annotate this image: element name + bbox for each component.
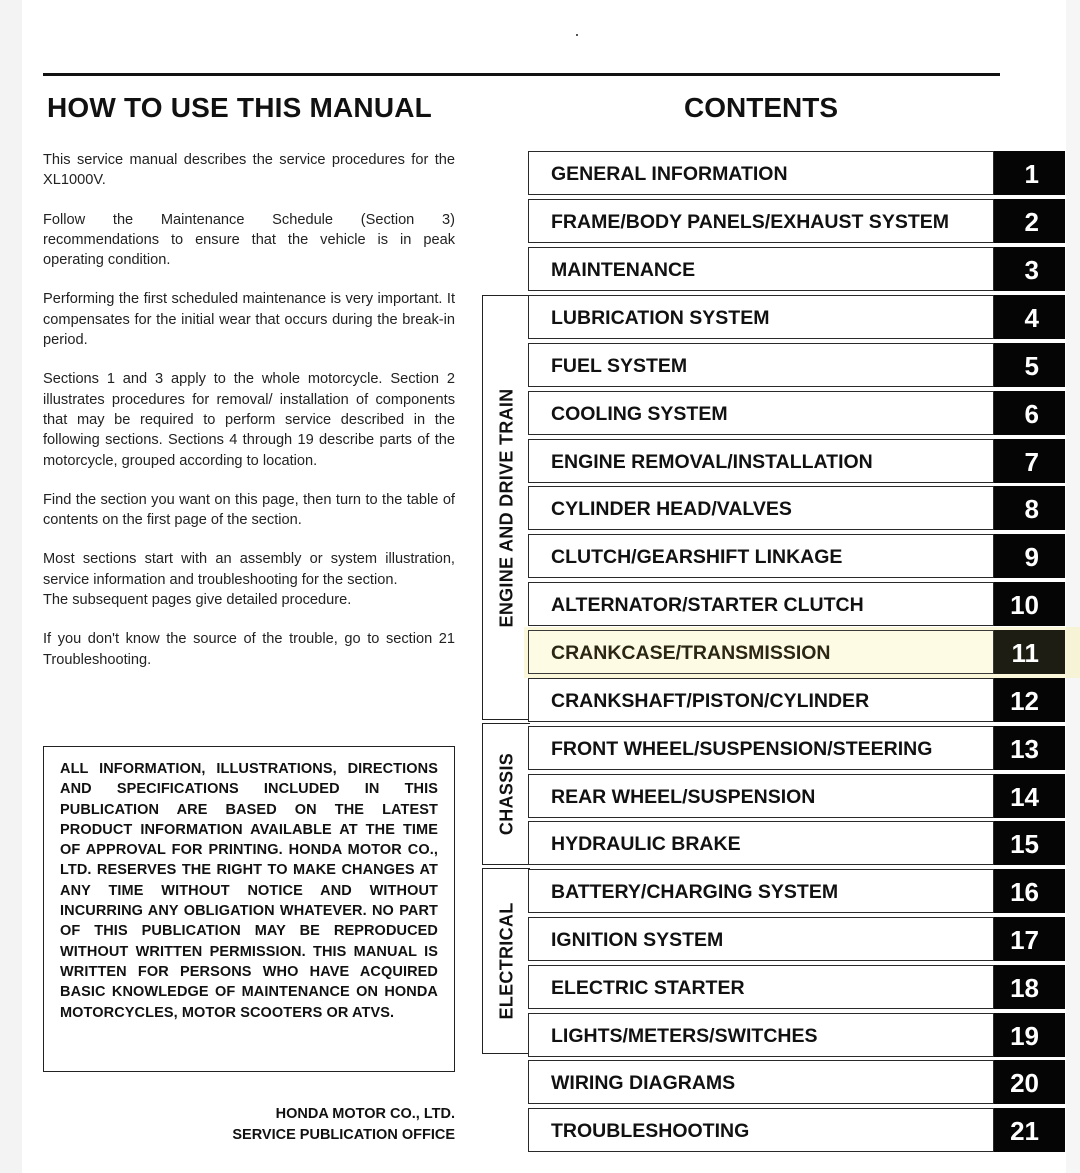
toc-entry-box — [528, 1108, 994, 1152]
toc-item-label: BATTERY/CHARGING SYSTEM — [551, 881, 839, 903]
toc-entry-box — [528, 678, 994, 722]
section-number: 14 — [1010, 782, 1039, 812]
group-chassis — [482, 723, 530, 865]
toc-entry-box — [528, 726, 994, 770]
section-tab[interactable] — [994, 439, 1065, 483]
section-number: 8 — [1024, 494, 1039, 524]
toc-item-label: CRANKCASE/TRANSMISSION — [551, 642, 831, 664]
page-left-margin — [0, 0, 22, 1173]
section-number: 16 — [1010, 877, 1039, 907]
toc-item-label: ALTERNATOR/STARTER CLUTCH — [551, 594, 864, 616]
toc-item-battery-charging[interactable] — [528, 869, 1065, 913]
intro-paragraph: Sections 1 and 3 apply to the whole motorcycle. Section 2 illustrates procedures for removal/ installation of components that may be required to perform service described in the following sections. Sections 4 through 19 describe parts of the motorcycle, grouped according to location. — [43, 371, 455, 469]
toc-entry-box — [528, 630, 994, 674]
section-number: 1 — [1024, 159, 1039, 189]
section-tab[interactable] — [994, 726, 1065, 770]
toc-item-label: REAR WHEEL/SUSPENSION — [551, 786, 816, 808]
section-tab[interactable] — [994, 582, 1065, 626]
section-number: 4 — [1024, 303, 1039, 333]
toc-item-crankcase-transmission[interactable] — [528, 630, 1065, 674]
toc-entry-box — [528, 965, 994, 1009]
toc-item-label: CYLINDER HEAD/VALVES — [551, 498, 792, 520]
intro-paragraph: The subsequent pages give detailed procedure. — [43, 592, 352, 609]
toc-item-lights-meters[interactable] — [528, 1013, 1065, 1057]
toc-item-general-information[interactable] — [528, 151, 1065, 195]
toc-entry-box — [528, 1060, 994, 1104]
toc-item-label: LIGHTS/METERS/SWITCHES — [551, 1025, 818, 1047]
section-number: 3 — [1024, 255, 1039, 285]
section-tab[interactable] — [994, 1108, 1065, 1152]
section-tab[interactable] — [994, 774, 1065, 818]
section-number: 15 — [1010, 829, 1039, 859]
toc-item-maintenance[interactable] — [528, 247, 1065, 291]
section-number: 19 — [1010, 1021, 1039, 1051]
toc-entry-box — [528, 199, 994, 243]
toc-item-rear-wheel[interactable] — [528, 774, 1065, 818]
section-tab[interactable] — [994, 151, 1065, 195]
toc-entry-box — [528, 486, 994, 530]
section-tab[interactable] — [994, 534, 1065, 578]
toc-item-label: COOLING SYSTEM — [551, 403, 728, 425]
group-engine-drive-train — [482, 295, 530, 720]
toc-entry-box — [528, 343, 994, 387]
section-tab[interactable] — [994, 247, 1065, 291]
intro-paragraph: This service manual describes the service procedures for the XL1000V. — [43, 152, 455, 189]
intro-text — [43, 150, 455, 689]
toc-item-label: ENGINE REMOVAL/INSTALLATION — [551, 451, 873, 473]
section-number: 21 — [1010, 1116, 1039, 1146]
section-tab[interactable] — [994, 486, 1065, 530]
toc-item-label: TROUBLESHOOTING — [551, 1120, 750, 1142]
toc-item-label: CRANKSHAFT/PISTON/CYLINDER — [551, 690, 870, 712]
toc-item-label: IGNITION SYSTEM — [551, 929, 724, 951]
section-tab[interactable] — [994, 1013, 1065, 1057]
section-number: 18 — [1010, 973, 1039, 1003]
toc-item-label: GENERAL INFORMATION — [551, 163, 788, 185]
toc-entry-box — [528, 582, 994, 626]
intro-paragraph: Find the section you want on this page, then turn to the table of contents on the first page of the section. — [43, 491, 455, 529]
section-number: 10 — [1010, 590, 1039, 620]
section-number: 17 — [1010, 925, 1039, 955]
section-tab[interactable] — [994, 630, 1065, 674]
section-number: 11 — [1011, 638, 1039, 668]
section-number: 7 — [1024, 447, 1039, 477]
toc-item-wiring-diagrams[interactable] — [528, 1060, 1065, 1104]
intro-paragraph: Most sections start with an assembly or system illustration, service information and troubleshooting for the section. — [43, 551, 455, 588]
toc-item-cooling-system[interactable] — [528, 391, 1065, 435]
toc-item-cylinder-head[interactable] — [528, 486, 1065, 530]
toc-item-hydraulic-brake[interactable] — [528, 821, 1065, 865]
toc-item-alternator-starter[interactable] — [528, 582, 1065, 626]
group-label: CHASSIS — [496, 752, 516, 836]
toc-entry-box — [528, 869, 994, 913]
header-rule — [43, 73, 1000, 76]
section-tab[interactable] — [994, 869, 1065, 913]
toc-item-label: CLUTCH/GEARSHIFT LINKAGE — [551, 546, 843, 568]
toc-item-clutch-gearshift[interactable] — [528, 534, 1065, 578]
section-tab[interactable] — [994, 965, 1065, 1009]
intro-paragraph: Performing the first scheduled maintenance is very important. It compensates for the initial wear that occurs during the break-in period. — [43, 291, 455, 349]
contents-title: CONTENTS — [684, 92, 838, 123]
section-number: 5 — [1024, 351, 1039, 381]
section-tab[interactable] — [994, 917, 1065, 961]
publisher-block — [200, 1104, 455, 1146]
toc-entry-box — [528, 774, 994, 818]
toc-item-label: HYDRAULIC BRAKE — [551, 833, 741, 855]
intro-paragraph: Follow the Maintenance Schedule (Section 3) recommendations to ensure that the vehicle is in peak operating condition. — [43, 211, 455, 269]
scan-speck — [576, 34, 578, 36]
toc-item-frame-body-panels[interactable] — [528, 199, 1065, 243]
toc-item-label: LUBRICATION SYSTEM — [551, 307, 770, 329]
toc-item-electric-starter[interactable] — [528, 965, 1065, 1009]
page-right-margin — [1066, 0, 1080, 1173]
group-electrical — [482, 868, 530, 1054]
disclaimer-text: ALL INFORMATION, ILLUSTRATIONS, DIRECTIONS AND SPECIFICATIONS INCLUDED IN THIS PUBLICATION ARE BASED ON THE LATEST PRODUCT INFORMATION AVAILABLE AT THE TIME OF APPROVAL FOR PRINTING. HONDA MOTOR CO., LTD. RESERVES THE RIGHT TO MAKE CHANGES AT ANY TIME WITHOUT NOTICE AND WITHOUT INCURRING ANY OBLIGATION WHATEVER. NO PART OF THIS PUBLICATION MAY BE REPRODUCED WITHOUT WRITTEN PERMISSION. THIS MANUAL IS WRITTEN FOR PERSONS WHO HAVE ACQUIRED BASIC KNOWLEDGE OF MAINTENANCE ON HONDA MOTORCYCLES, MOTOR SCOOTERS OR ATVS. — [60, 761, 438, 1021]
toc-entry-box — [528, 534, 994, 578]
publisher-office: SERVICE PUBLICATION OFFICE — [232, 1127, 455, 1143]
toc-entry-box — [528, 247, 994, 291]
section-tab[interactable] — [994, 295, 1065, 339]
toc-entry-box — [528, 439, 994, 483]
section-tab[interactable] — [994, 343, 1065, 387]
section-number: 9 — [1024, 542, 1039, 572]
toc-item-label: FRONT WHEEL/SUSPENSION/STEERING — [551, 738, 933, 760]
section-number: 6 — [1024, 399, 1039, 429]
section-number: 20 — [1010, 1068, 1039, 1098]
toc-item-lubrication-system[interactable] — [528, 295, 1065, 339]
toc-item-label: FRAME/BODY PANELS/EXHAUST SYSTEM — [551, 211, 949, 233]
section-tab[interactable] — [994, 199, 1065, 243]
toc-entry-box — [528, 151, 994, 195]
section-tab[interactable] — [994, 821, 1065, 865]
toc-entry-box — [528, 821, 994, 865]
toc-entry-box — [528, 917, 994, 961]
section-number: 2 — [1024, 207, 1039, 237]
section-tab[interactable] — [994, 1060, 1065, 1104]
disclaimer-box — [43, 746, 455, 1072]
toc-item-crankshaft-piston[interactable] — [528, 678, 1065, 722]
section-number: 12 — [1010, 686, 1039, 716]
group-label: ELECTRICAL — [496, 902, 516, 1020]
group-label: ENGINE AND DRIVE TRAIN — [496, 388, 516, 627]
toc-item-engine-removal[interactable] — [528, 439, 1065, 483]
section-tab[interactable] — [994, 391, 1065, 435]
toc-item-label: MAINTENANCE — [551, 259, 696, 281]
toc-item-label: FUEL SYSTEM — [551, 355, 688, 377]
toc-item-label: WIRING DIAGRAMS — [551, 1072, 736, 1094]
section-tab[interactable] — [994, 678, 1065, 722]
toc-entry-box — [528, 1013, 994, 1057]
toc-item-ignition-system[interactable] — [528, 917, 1065, 961]
toc-item-troubleshooting[interactable] — [528, 1108, 1065, 1152]
intro-paragraph: If you don't know the source of the trouble, go to section 21 Troubleshooting. — [43, 631, 455, 668]
toc-item-label: ELECTRIC STARTER — [551, 977, 745, 999]
toc-entry-box — [528, 295, 994, 339]
toc-entry-box — [528, 391, 994, 435]
publisher-name: HONDA MOTOR CO., LTD. — [275, 1106, 455, 1122]
toc-item-fuel-system[interactable] — [528, 343, 1065, 387]
section-number: 13 — [1010, 734, 1039, 764]
toc-item-front-wheel[interactable] — [528, 726, 1065, 770]
how-to-use-title: HOW TO USE THIS MANUAL — [47, 92, 432, 123]
